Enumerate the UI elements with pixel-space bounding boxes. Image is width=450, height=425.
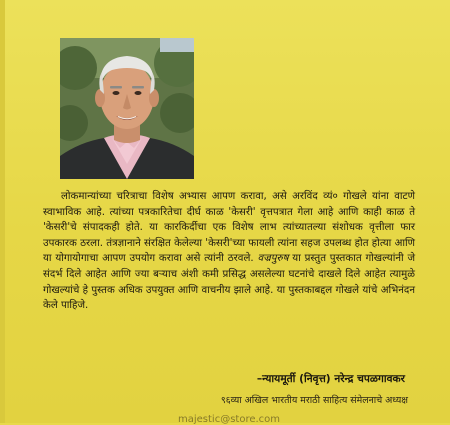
book-title-emphasis: वज्रपुरुष bbox=[257, 253, 289, 265]
signature-name: –न्यायमूर्ती (निवृत्त) नरेन्द्र चपळगावकर bbox=[256, 373, 405, 385]
cover-edge bbox=[0, 0, 5, 423]
signature-title: ९६व्या अखिल भारतीय मराठी साहित्य संमेलनाचे अध्यक्ष bbox=[220, 395, 408, 406]
blurb-text-part-1: लोकमान्यांच्या चरित्राचा विशेष अभ्यास आपण करावा, असे अरविंद व्यं० गोखले यांना वाटणे स्वाभाविक आहे. त्यांच्या पत्रकारितेचा दीर्घ काळ 'केसरी' वृत्तपत्रात गेला आहे आणि काही काळ ते 'केसरी'चे संपादकही होते. या कारकिर्दीचा एक विशेष लाभ त्यांच्यातल्या संशोधक वृत्तीला फार उपकारक ठरला. तंत्रज्ञानाने संरक्षित केलेल्या 'केसरी'च्या फायली त्यांना सहज उपलब्ध होत होत्या आणि या योगायोगाचा आपण उपयोग करावा असे त्यांनी ठरवले. bbox=[43, 191, 415, 265]
blurb-text-part-2: या प्रस्तुत पुस्तकात गोखल्यांनी जे संदर्भ दिले आहेत आणि ज्या बऱ्याच अंशी कमी प्रसिद्ध असलेल्या घटनांचे दाखले दिले आहेत त्यामुळे गोखल्यांचे हे पुस्तक अधिक उपयुक्त आणि वाचनीय झाले आहे. या पुस्तकाबद्दल गोखले यांचे अभिनंदन केले पाहिजे. bbox=[43, 253, 416, 312]
blurb-paragraph bbox=[43, 189, 415, 314]
author-photo bbox=[60, 38, 194, 179]
store-watermark: majestic@store.com bbox=[178, 414, 281, 425]
